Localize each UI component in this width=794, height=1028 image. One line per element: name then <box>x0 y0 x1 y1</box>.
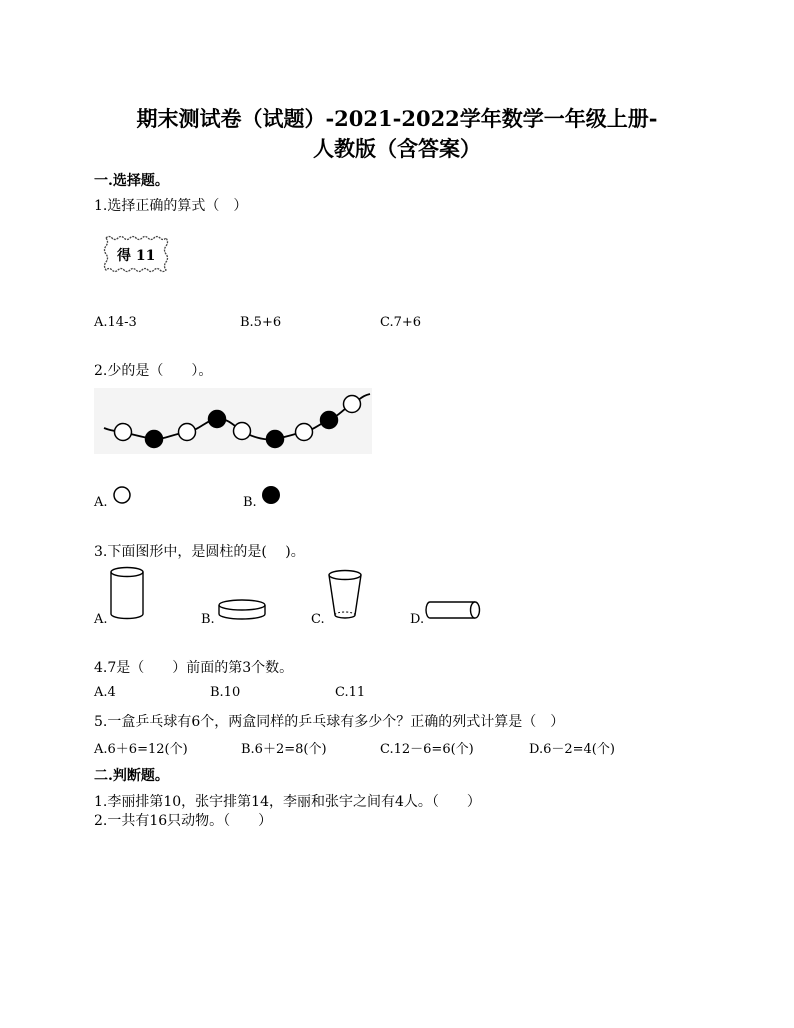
section-heading-judge: 二.判断题。 <box>94 768 169 784</box>
white-bead <box>179 424 196 441</box>
white-bead <box>234 423 251 440</box>
question-1-stem: 1.选择正确的算式（ ） <box>94 198 248 214</box>
question-5-option-c[interactable]: C.12－6=6(个) <box>380 742 474 757</box>
white-circle-icon <box>113 486 133 506</box>
question-1-wavy-box <box>103 234 169 274</box>
bead-string-figure <box>94 388 374 454</box>
question-3-option-b[interactable]: B. <box>201 612 215 627</box>
question-3-option-d[interactable]: D. <box>410 612 425 627</box>
question-4-option-b[interactable]: B.10 <box>210 685 241 700</box>
black-circle-icon <box>262 486 282 506</box>
question-2-stem: 2.少的是（ ）。 <box>94 363 213 379</box>
flat-cylinder-icon <box>217 599 267 623</box>
question-3-stem: 3.下面图形中，是圆柱的是( )。 <box>94 544 305 560</box>
question-2-option-b[interactable]: B. <box>243 495 257 510</box>
doc-title-line2: 人教版（含答案） <box>313 136 481 161</box>
black-bead <box>321 412 338 429</box>
section-heading-choice: 一.选择题。 <box>94 173 169 189</box>
question-2-option-a[interactable]: A. <box>94 495 108 510</box>
question-4-stem: 4.7是（ ）前面的第3个数。 <box>94 660 294 676</box>
question-5-option-a[interactable]: A.6＋6=12(个) <box>94 742 188 757</box>
doc-title-line1: 期末测试卷（试题）-2021-2022学年数学一年级上册- <box>136 106 658 131</box>
horizontal-cylinder-icon <box>425 600 483 624</box>
white-bead <box>296 424 313 441</box>
tall-cylinder-icon <box>109 566 145 622</box>
cup-frustum-icon <box>327 569 363 623</box>
black-bead <box>146 431 163 448</box>
white-bead <box>344 396 361 413</box>
question-3-option-a[interactable]: A. <box>94 612 108 627</box>
judge-item-2: 2.一共有16只动物。（ ） <box>94 813 273 829</box>
question-5-option-b[interactable]: B.6＋2=8(个) <box>241 742 327 757</box>
question-4-option-a[interactable]: A.4 <box>94 685 116 700</box>
white-bead <box>115 424 132 441</box>
question-1-option-c[interactable]: C.7+6 <box>380 315 422 330</box>
question-1-box-text: 得 11 <box>117 248 156 264</box>
question-5-option-d[interactable]: D.6－2=4(个) <box>529 742 615 757</box>
question-3-option-c[interactable]: C. <box>311 612 325 627</box>
question-1-option-b[interactable]: B.5+6 <box>240 315 282 330</box>
black-bead <box>209 411 226 428</box>
judge-item-1: 1.李丽排第10，张宇排第14，李丽和张宇之间有4人。（ ） <box>94 794 481 810</box>
question-1-option-a[interactable]: A.14-3 <box>94 315 137 330</box>
question-4-option-c[interactable]: C.11 <box>335 685 366 700</box>
question-5-stem: 5.一盒乒乓球有6个，两盒同样的乒乓球有多少个？正确的列式计算是（ ） <box>94 714 565 730</box>
black-bead <box>267 431 284 448</box>
